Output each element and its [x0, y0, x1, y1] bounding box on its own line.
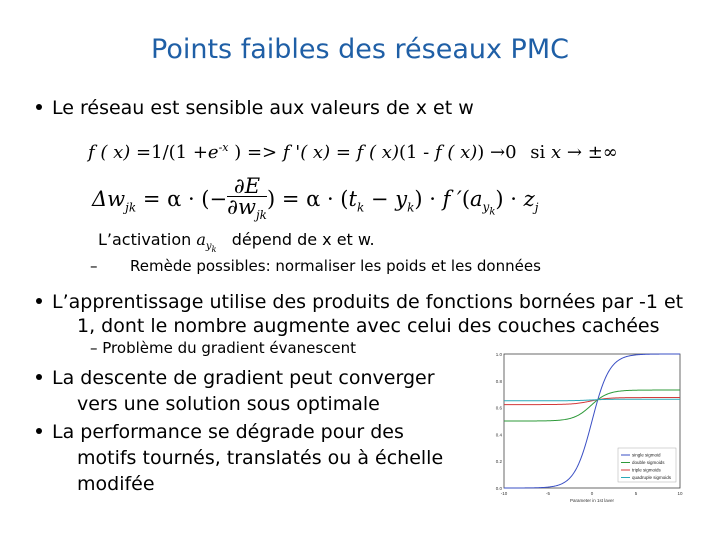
x-tick-label: -5 — [545, 491, 551, 496]
y-tick-label: 0.4 — [495, 432, 502, 438]
x-tick-label: 0 — [590, 491, 594, 496]
x-axis-label: Parameter in 1st layer — [569, 498, 615, 502]
remedy-text: Remède possibles: normaliser les poids et les données — [130, 257, 541, 275]
sigmoid-equation: f ( $x) =1/(1 +e^{-x}$ ) => f '( x) = f ( x)(1 - f ( x)) →0 si x → ±∞ — [88, 141, 618, 163]
bullet-3-line-2: vers une solution sous optimale — [77, 393, 380, 415]
x-tick-label: -10 — [500, 491, 508, 496]
bullet-dot — [36, 428, 42, 434]
gradient-formula: $\Delta w_{jk} = \alpha$ · (− ∂E $\partial w_{jk}$ ) = $\alpha \cdot (t_k - y_k) \cdot f$ $'(a_{y_k}) \cdot z_j$ — [92, 174, 539, 223]
activation-prefix: L’activation — [98, 230, 192, 249]
bullet-dot — [36, 298, 42, 304]
y-tick-label: 0.6 — [495, 405, 502, 411]
y-tick-label: 0.8 — [495, 378, 502, 384]
legend-label: single sigmoid — [632, 452, 661, 458]
sigmoid-chart — [486, 350, 684, 502]
activation-suffix: dépend de x et w. — [231, 230, 375, 249]
y-tick-label: 1.0 — [495, 352, 502, 357]
y-tick-label: 0.2 — [495, 459, 502, 465]
bullet-4-line-1: La performance se dégrade pour des — [52, 421, 404, 443]
bullet-4-line-3: modifée — [77, 473, 155, 495]
bullet-dot — [36, 104, 42, 110]
x-tick-label: 5 — [634, 491, 638, 496]
bullet-1: Le réseau est sensible aux valeurs de x et w — [52, 97, 474, 119]
bullet-2-line-2: 1, dont le nombre augmente avec celui des couches cachées — [77, 315, 660, 337]
activation-line — [98, 230, 375, 254]
legend-label: triple sigmoids — [632, 467, 661, 473]
activation-symbol: $a_{y_k}$ — [196, 230, 217, 255]
legend-label: quadruple sigmoids — [632, 475, 672, 481]
x-tick-label: 10 — [677, 491, 683, 496]
legend-label: double sigmoids — [632, 460, 665, 466]
sub-bullet-vanishing-gradient: – Problème du gradient évanescent — [90, 339, 357, 357]
remedy-dash: – — [90, 257, 98, 275]
y-tick-label: 0.0 — [495, 486, 502, 491]
slide-title: Points faibles des réseaux PMC — [151, 34, 569, 65]
bullet-3-line-1: La descente de gradient peut converger — [52, 367, 435, 389]
bullet-4-line-2: motifs tournés, translatés ou à échelle — [77, 447, 444, 469]
bullet-dot — [36, 374, 42, 380]
bullet-2-line-1: L’apprentissage utilise des produits de fonctions bornées par -1 et — [52, 291, 684, 313]
